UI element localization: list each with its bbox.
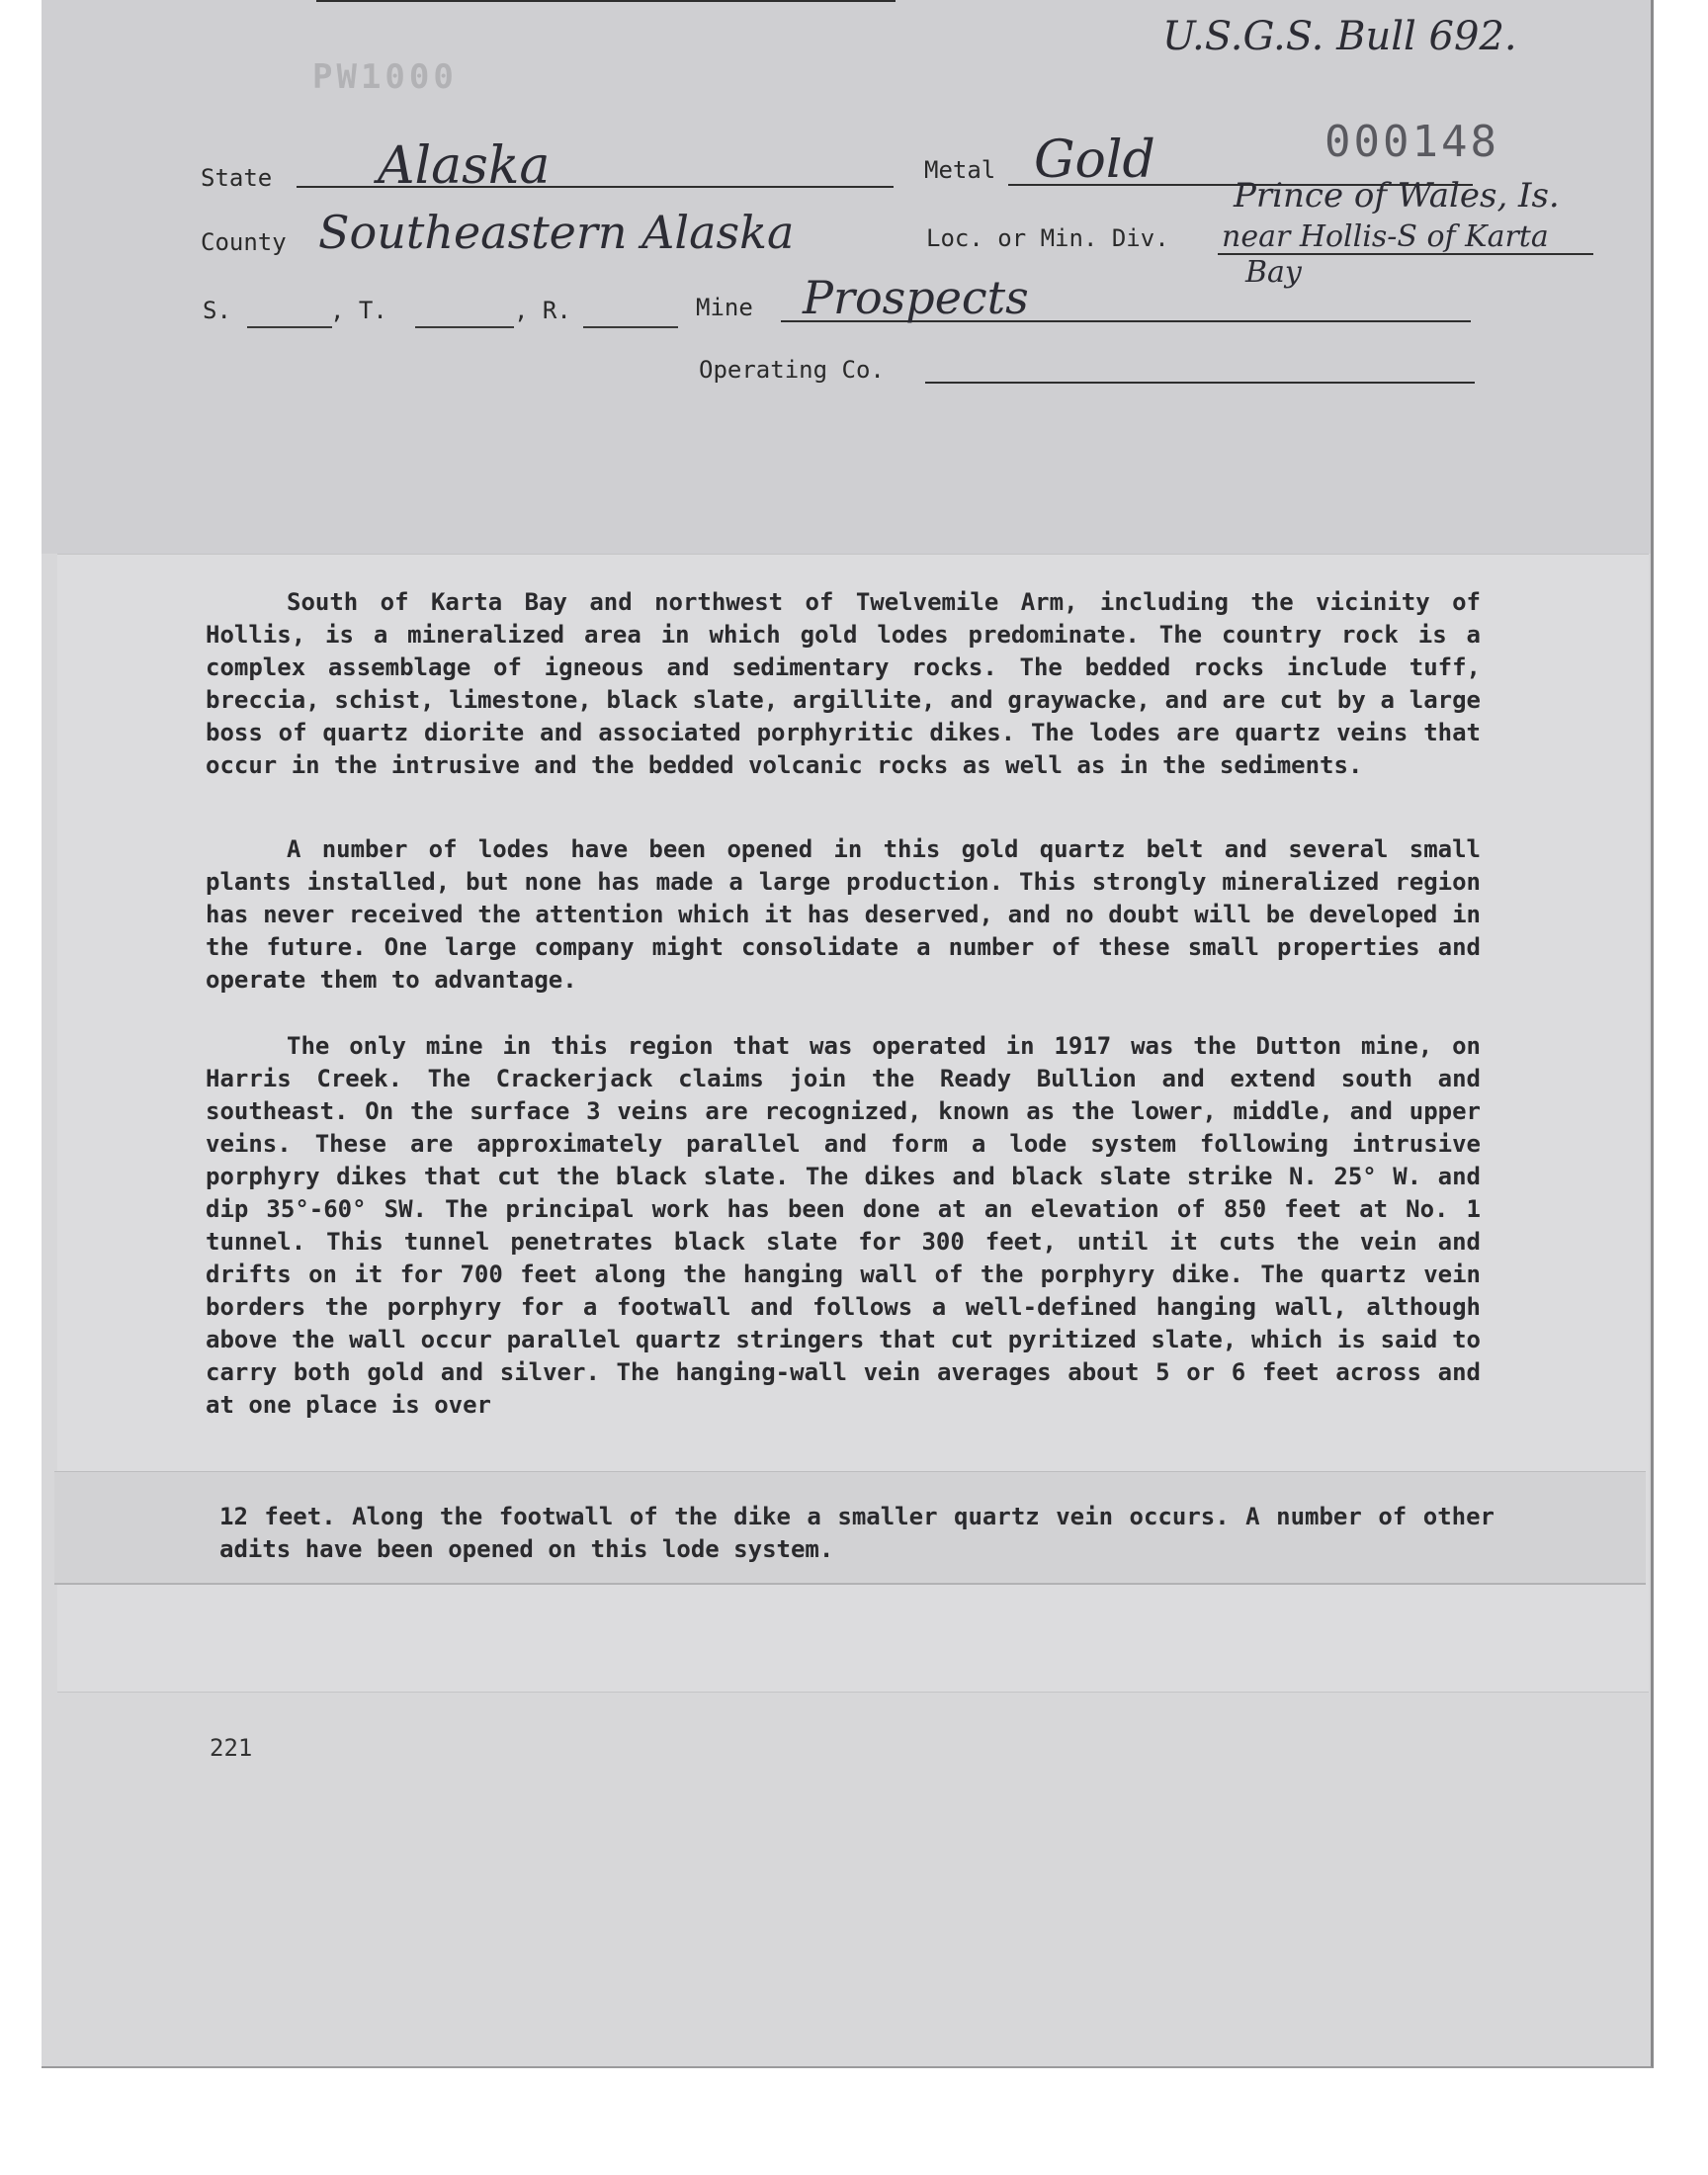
paragraph-3: The only mine in this region that was operated in 1917 was the Dutton mine, on Harris Creek. The Crackerjack claims join the Ready Bullion and extend south and southeast. On the surface 3 veins are recognized, known as the lower, middle, and upper veins. These are approximately parallel and form a lode system following intrusive porphyry dikes that cut the black slate. The dikes and black slate strike N. 25° W. and dip 35°-60° SW. The principal work has been done at an elevation of 850 feet at No. 1 tunnel. This tunnel penetrates black slate for 300 feet, until it cuts the vein and drifts on it for 700 feet along the hanging wall of the porphyry dike. The quartz vein borders the porphyry for a footwall and follows a well-defined hanging wall, although above the wall occur parallel quartz stringers that cut pyritized slate, which is said to carry both gold and silver. The hanging-wall vein averages about 5 or 6 feet across and at one place is over <box>206 1032 1481 1419</box>
division-value-line2: near Hollis-S of Karta <box>1222 219 1549 254</box>
operating-co-underline <box>925 382 1475 384</box>
reference-note: U.S.G.S. Bull 692. <box>1162 14 1517 59</box>
mine-value: Prospects <box>803 271 1029 324</box>
metal-label: Metal <box>924 156 996 184</box>
division-value-line1: Prince of Wales, Is. <box>1234 176 1560 216</box>
division-label: Loc. or Min. Div. <box>926 224 1169 252</box>
paragraph-4: 12 feet. Along the footwall of the dike a smaller quartz vein occurs. A number of other adits have been opened on this lode system. <box>219 1503 1494 1563</box>
range-blank <box>583 326 678 328</box>
section-blank <box>247 326 332 328</box>
paragraph-2: A number of lodes have been opened in this gold quartz belt and several small plants installed, but none has made a large production. This strongly mineralized region has never received the attention which it has deserved, and no doubt will be developed in the future. One large company might consolidate a number of these small properties and operate them to advantage. <box>206 835 1481 994</box>
serial-number-stamp: 000148 <box>1324 117 1499 167</box>
township-blank <box>415 326 514 328</box>
section-label: S. <box>203 297 231 324</box>
township-label: , T. <box>330 297 387 324</box>
state-label: State <box>201 164 273 192</box>
paragraph-1: South of Karta Bay and northwest of Twelvemile Arm, including the vicinity of Hollis, is a mineralized area in which gold lodes predominate. The country rock is a complex assemblage of igneous and sedimentary rocks. The bedded rocks include tuff, breccia, schist, limestone, black slate, argillite, and graywacke, and are cut by a large boss of quartz diorite and associated porphyritic dikes. The lodes are quartz veins that occur in the intrusive and the bedded volcanic rocks as well as in the sediments. <box>206 588 1481 779</box>
division-value-line3: Bay <box>1245 255 1302 290</box>
operating-co-label: Operating Co. <box>699 356 885 384</box>
county-underline <box>316 0 896 2</box>
metal-value: Gold <box>1034 130 1155 190</box>
faint-stamp: PW1000 <box>312 57 458 97</box>
county-label: County <box>201 228 287 256</box>
range-label: , R. <box>514 297 571 324</box>
county-value: Southeastern Alaska <box>318 206 795 259</box>
mine-label: Mine <box>696 294 753 321</box>
page-number: 221 <box>210 1734 253 1762</box>
state-value: Alaska <box>378 136 551 196</box>
